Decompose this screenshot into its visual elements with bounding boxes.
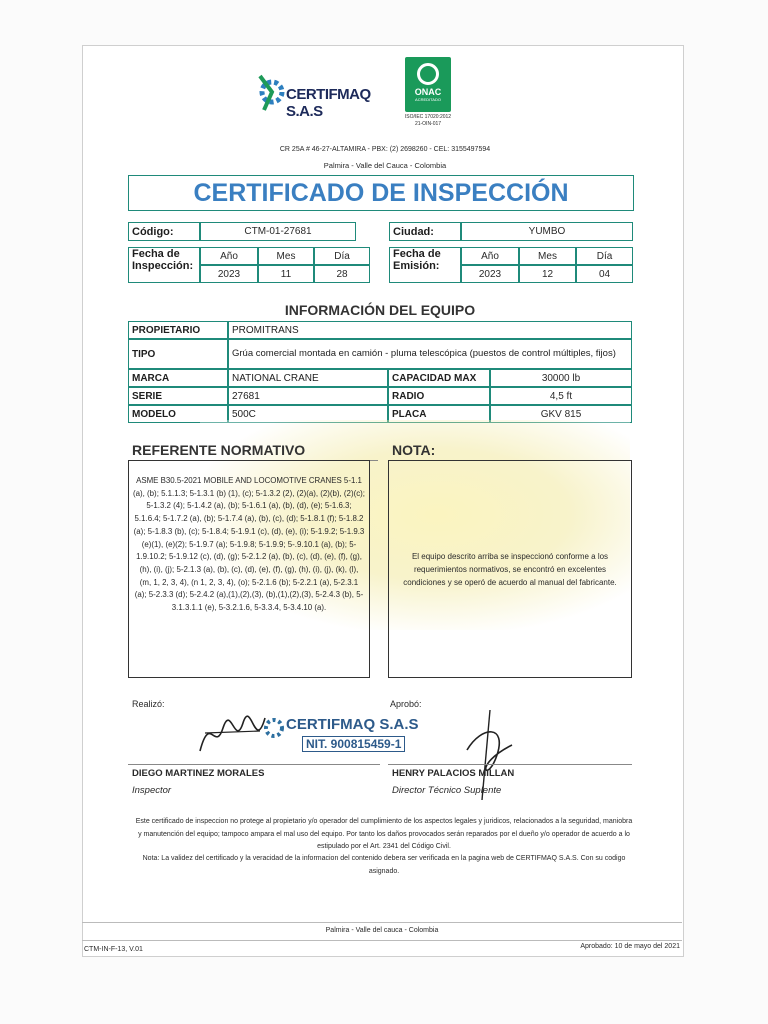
address-line: CR 25A # 46-27-ALTAMIRA - PBX: (2) 2698260 - CEL: 3155497594	[279, 146, 491, 153]
onac-emblem-icon	[417, 63, 439, 85]
city-line: Palmira - Valle del Cauca - Colombia	[323, 161, 447, 170]
footer-city: Palmira - Valle del cauca - Colombia	[325, 927, 439, 934]
serie-label: SERIE	[128, 387, 228, 405]
nota-text: El equipo descrito arriba se inspeccionó conforme a los requerimientos normativos, se encontró en excelentes condiciones y se operó de acuerdo al manual del fabricante.	[403, 551, 617, 587]
onac-code: 21-OIN-017	[414, 121, 442, 127]
aprobo-label: Aprobó:	[390, 699, 422, 709]
inspector-name: DIEGO MARTINEZ MORALES	[132, 768, 265, 779]
form-code: CTM-IN-F-13, V.01	[84, 946, 143, 953]
radio-value: 4,5 ft	[490, 387, 632, 405]
radio-label: RADIO	[388, 387, 490, 405]
validez-note: Nota: La validez del certificado y la veracidad de la informacion del contenido debera ser verificada en la pagina web de CERTIFMAQ S.A.S. Con su codigo asignado.	[142, 855, 626, 875]
tipo-value: Grúa comercial montada en camión - pluma telescópica (puestos de control múltiples, fijos)	[228, 339, 632, 369]
onac-label: ONAC	[414, 87, 442, 97]
emis-mes-label: Mes	[519, 247, 576, 265]
modelo-value: 500C	[228, 405, 388, 423]
stamp-gear-icon	[262, 710, 288, 750]
onac-logo	[405, 57, 451, 112]
fecha-emision-label-1: Fecha de	[393, 248, 441, 260]
onac-standard: ISO/IEC 17020:2012	[404, 114, 452, 120]
serie-value: 27681	[228, 387, 388, 405]
stamp-company: CERTIFMAQ S.A.S	[286, 716, 419, 733]
insp-dia: 28	[314, 265, 370, 283]
equipo-section-title: INFORMACIÓN DEL EQUIPO	[284, 302, 476, 318]
marca-label: MARCA	[128, 369, 228, 387]
footer-line-bottom	[82, 940, 682, 941]
ciudad-label: Ciudad:	[389, 222, 461, 241]
footer-line-top	[82, 922, 682, 923]
company-logo	[256, 68, 396, 118]
fecha-inspeccion-label	[128, 247, 200, 283]
stamp-nit: NIT. 900815459-1	[302, 736, 405, 752]
modelo-label: MODELO	[128, 405, 228, 423]
nota-box	[388, 460, 632, 678]
fecha-inspeccion-label-2: Inspección:	[132, 260, 194, 272]
insp-mes: 11	[258, 265, 314, 283]
propietario-value: PROMITRANS	[228, 321, 632, 339]
realizo-label: Realizó:	[132, 699, 165, 709]
codigo-value: CTM-01-27681	[200, 222, 356, 241]
referente-box	[128, 460, 370, 678]
emis-anio: 2023	[461, 265, 519, 283]
nota-title: NOTA:	[392, 442, 436, 458]
director-name: HENRY PALACIOS MILLAN	[392, 768, 515, 779]
insp-anio-label: Año	[200, 247, 258, 265]
emis-dia-label: Día	[576, 247, 633, 265]
codigo-label: Código:	[128, 222, 200, 241]
placa-value: GKV 815	[490, 405, 632, 423]
company-name: CERTIFMAQ S.A.S	[286, 86, 371, 120]
referente-text: ASME B30.5-2021 MOBILE AND LOCOMOTIVE CRANES 5-1.1 (a), (b); 5.1.1.3; 5-1.3.1 (b) (1), (c); 5-1.3.2 (2), (2)(a), (2)(b), (2)(c); 5-1.3.2 (4); 5-1.4.2 (a), (b); 5-1.6.1 (a), (b), (d), (e); 5-1.6.3; 5.1.6.4; 5-1.7.2 (a), (b); 5-1.7.4 (a), (b), (c), (d); 5-1.8.1 (f); 5-1.8.2 (a); 5-1.8.3 (b), (c); 5-1.8.4; 5-1.9.1 (c), (d), (e), (i); 5-1.9.2; 5-1.9.3 (e)(1), (e)(2); 5-1.9.7 (a); 5-1.9.8; 5-1.9.9; 5-.9.10.1 (a), (b); 5-1.9.10.2; 5-1.9.12 (c), (d), (g); 5-2.1.2 (a), (b), (c), (d), (e), (f), (g), (h), (i), (j); 5-2.1.3 (a), (b), (c), (d), (e), (f), (g), (h), (i), (j), (k), (l), (m, 1, 2, 3, 4), (n 1, 2, 3, 4), (o); 5-2.1.6 (b); 5-2.2.1 (a), 5-2.3.1 (a); 5-2.3.3 (d); 5-2.4.2 (a),(1),(2),(3), (b),(1),(2),(3), 5-2.4.3 (b), 5-3.1.3.1.1 (e), 5-3.2.1.6, 5-3.3.4, 5-3.4.10 (a).	[133, 476, 365, 613]
director-role: Director Técnico Suplente	[392, 785, 502, 796]
tipo-label: TIPO	[128, 339, 228, 369]
onac-sub: ACREDITADO	[415, 97, 441, 102]
disclaimer-text: Este certificado de inspeccion no protege al propietario y/o operador del cumplimiento de los aspectos legales y juridicos, relacionados a la seguridad, maniobra y manutención del equipo; tampoco ampara el mal uso del equipo. Por tanto los daños provocados serán reparados por el dueño y/o operador de acuerdo a lo estipulado por el Art. 2341 del Código Civil.	[135, 818, 633, 850]
title-text: CERTIFICADO DE INSPECCIÓN	[193, 178, 569, 207]
marca-value: NATIONAL CRANE	[228, 369, 388, 387]
insp-dia-label: Día	[314, 247, 370, 265]
inspector-role: Inspector	[132, 785, 172, 796]
fecha-emision-label-2: Emisión:	[393, 260, 440, 272]
signature-line-right	[388, 764, 632, 765]
emis-dia: 04	[576, 265, 633, 283]
insp-mes-label: Mes	[258, 247, 314, 265]
aprobado-date: Aprobado: 10 de mayo del 2021	[580, 943, 680, 950]
company-stamp	[262, 708, 432, 756]
insp-anio: 2023	[200, 265, 258, 283]
ciudad-value: YUMBO	[461, 222, 633, 241]
capacidad-value: 30000 lb	[490, 369, 632, 387]
placa-label: PLACA	[388, 405, 490, 423]
gear-icon	[256, 70, 290, 116]
capacidad-label: CAPACIDAD MAX	[388, 369, 490, 387]
fecha-inspeccion-label-1: Fecha de	[132, 248, 180, 260]
emis-mes: 12	[519, 265, 576, 283]
signature-line-left	[128, 764, 380, 765]
propietario-label: PROPIETARIO	[128, 321, 228, 339]
fecha-emision-label	[389, 247, 461, 283]
emis-anio-label: Año	[461, 247, 519, 265]
certificate-title	[128, 175, 634, 211]
referente-title: REFERENTE NORMATIVO	[132, 442, 306, 458]
